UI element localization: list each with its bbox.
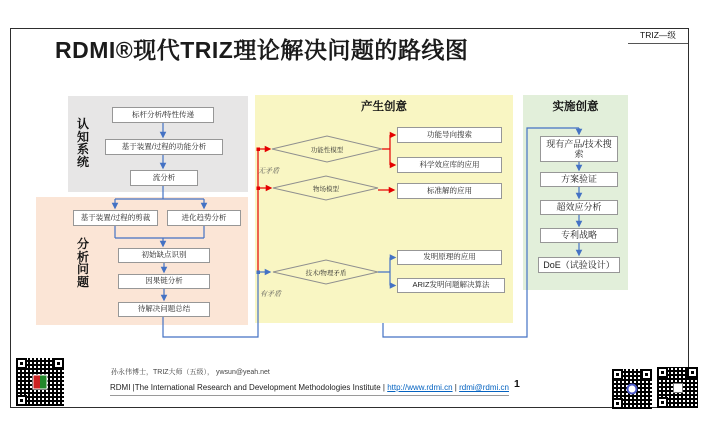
box-benchmark-analysis: 标杆分析/特性传递 (112, 107, 214, 123)
qr-logo-circle (627, 384, 638, 395)
box-patent-strategy: 专利战略 (540, 228, 618, 243)
label-contradiction: 有矛盾 (260, 291, 281, 298)
qr-finder (612, 398, 623, 409)
qr-finder (612, 369, 623, 380)
qr-logo-wechat (33, 375, 48, 390)
box-ariz: ARIZ发明问题解决算法 (397, 278, 505, 293)
footer-org (110, 383, 509, 396)
footer-author: 孙永伟博士，TRIZ大师（五级）， ywsun@yeah.net (111, 369, 270, 376)
box-doe: DoE（试验设计） (538, 257, 620, 273)
box-trend-analysis: 进化趋势分析 (167, 210, 241, 226)
box-scientific-effects: 科学效应库的应用 (397, 157, 502, 173)
box-product-tech-search: 现有产品/技术搜索 (540, 136, 618, 162)
box-function-oriented-search: 功能导向搜索 (397, 127, 502, 143)
box-inventive-principles: 发明原理的应用 (397, 250, 502, 265)
box-trimming: 基于装置/过程的剪裁 (73, 210, 158, 226)
implementation-title: 实施创意 (552, 101, 599, 113)
rdmi-email-link[interactable]: rdmi@rdmi.cn (459, 383, 509, 392)
label-no-contradiction: 无矛盾 (258, 168, 279, 175)
box-solution-verification: 方案验证 (540, 172, 618, 187)
qr-finder (687, 367, 698, 378)
box-cause-effect-chain: 因果链分析 (118, 274, 210, 289)
footer-org-text: RDMI |The International Research and Development Methodologies Institute | (110, 383, 388, 392)
qr-code-right-2 (657, 367, 698, 408)
box-problem-summary: 待解决问题总结 (118, 302, 210, 317)
box-flow-analysis: 流分析 (130, 170, 198, 186)
qr-finder (16, 358, 27, 369)
qr-finder (641, 369, 652, 380)
footer-org-divider: | (452, 383, 460, 392)
diamond-sufield-model: 物场模型 (313, 186, 339, 193)
level-tag: TRIZ—级 (628, 29, 688, 44)
page-number: 1 (514, 378, 520, 390)
box-super-effect-analysis: 超效应分析 (540, 200, 618, 215)
qr-code-left (16, 358, 64, 406)
rdmi-website-link[interactable]: http://www.rdmi.cn (387, 383, 453, 392)
label-analysis: 分析问题 (76, 237, 89, 289)
page-title: RDMI®现代TRIZ理论解决问题的路线图 (55, 37, 469, 63)
box-initial-disadvantages: 初始缺点识别 (118, 248, 210, 263)
ideation-title: 产生创意 (361, 101, 407, 113)
qr-logo-square (673, 383, 683, 393)
qr-finder (16, 395, 27, 406)
qr-code-right-1 (612, 369, 652, 409)
box-function-analysis: 基于装置/过程的功能分析 (105, 139, 223, 155)
qr-finder (657, 367, 668, 378)
qr-finder (657, 397, 668, 408)
box-standard-solutions: 标准解的应用 (397, 183, 502, 199)
diamond-contradiction: 技术/物理矛盾 (305, 270, 347, 277)
decision-diamonds (272, 136, 382, 284)
diamond-function-model: 功能性模型 (310, 147, 344, 154)
label-cognition: 认知系统 (76, 117, 89, 169)
qr-finder (53, 358, 64, 369)
